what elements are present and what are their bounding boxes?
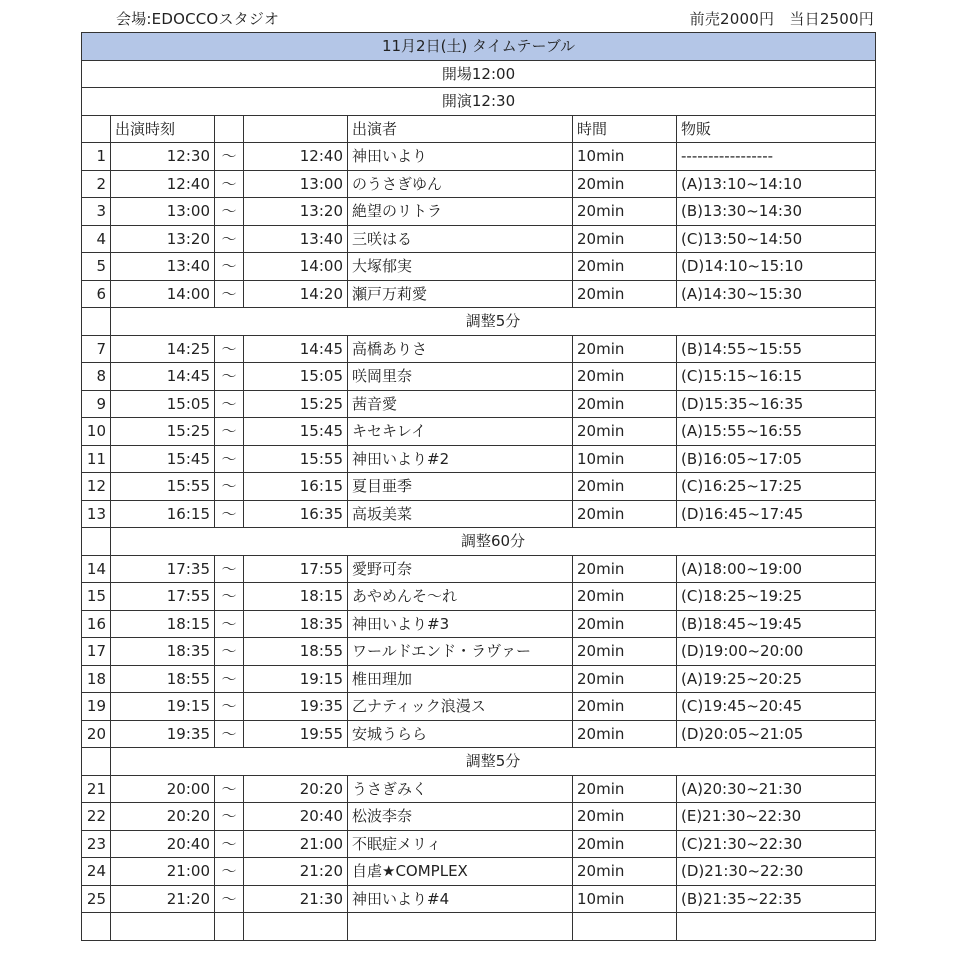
set-duration: 20min	[573, 418, 677, 446]
merch-time: (B)18:45~19:45	[677, 610, 876, 638]
merch-time: (D)15:35~16:35	[677, 390, 876, 418]
merch-time: (D)20:05~21:05	[677, 720, 876, 748]
performer-name: 神田いより#4	[348, 885, 573, 913]
break-label: 調整5分	[111, 748, 876, 776]
tilde-separator: 〜	[215, 500, 244, 528]
end-time: 19:15	[244, 665, 348, 693]
set-duration: 20min	[573, 198, 677, 226]
merch-time: (B)14:55~15:55	[677, 335, 876, 363]
set-duration: 20min	[573, 638, 677, 666]
performer-name: 高橋ありさ	[348, 335, 573, 363]
performer-name: うさぎみく	[348, 775, 573, 803]
performer-name: 松波李奈	[348, 803, 573, 831]
end-time: 13:40	[244, 225, 348, 253]
break-row	[82, 748, 876, 776]
show-start-row	[82, 88, 876, 116]
start-time: 15:45	[111, 445, 215, 473]
row-number: 12	[82, 473, 111, 501]
performer-name: 神田いより	[348, 143, 573, 171]
empty-cell	[111, 913, 215, 941]
start-time: 19:15	[111, 693, 215, 721]
start-time: 15:55	[111, 473, 215, 501]
start-time: 19:35	[111, 720, 215, 748]
merch-time: (C)13:50~14:50	[677, 225, 876, 253]
performer-name: 夏目亜季	[348, 473, 573, 501]
row-number: 1	[82, 143, 111, 171]
row-number: 21	[82, 775, 111, 803]
row-number: 18	[82, 665, 111, 693]
set-duration: 10min	[573, 143, 677, 171]
start-time: 13:40	[111, 253, 215, 281]
tilde-separator: 〜	[215, 638, 244, 666]
table-row	[82, 390, 876, 418]
merch-time: -----------------	[677, 143, 876, 171]
row-number: 14	[82, 555, 111, 583]
column-header-no	[82, 115, 111, 143]
table-row	[82, 610, 876, 638]
end-time: 21:00	[244, 830, 348, 858]
end-time: 16:35	[244, 500, 348, 528]
performer-name: 絶望のリトラ	[348, 198, 573, 226]
empty-cell	[573, 913, 677, 941]
performer-name: あやめんそ〜れ	[348, 583, 573, 611]
tilde-separator: 〜	[215, 583, 244, 611]
set-duration: 20min	[573, 555, 677, 583]
break-row	[82, 528, 876, 556]
performer-name: 三咲はる	[348, 225, 573, 253]
start-time: 14:25	[111, 335, 215, 363]
merch-time: (C)15:15~16:15	[677, 363, 876, 391]
break-row-blank	[82, 528, 111, 556]
table-row	[82, 555, 876, 583]
break-row-blank	[82, 308, 111, 336]
merch-time: (C)18:25~19:25	[677, 583, 876, 611]
tilde-separator: 〜	[215, 555, 244, 583]
row-number: 15	[82, 583, 111, 611]
ticket-price-label: 前売2000円 当日2500円	[689, 10, 874, 28]
start-time: 20:00	[111, 775, 215, 803]
start-time: 12:30	[111, 143, 215, 171]
start-time: 14:45	[111, 363, 215, 391]
performer-name: キセキレイ	[348, 418, 573, 446]
merch-time: (A)14:30~15:30	[677, 280, 876, 308]
end-time: 15:25	[244, 390, 348, 418]
tilde-separator: 〜	[215, 610, 244, 638]
table-row	[82, 583, 876, 611]
column-header-duration: 時間	[573, 115, 677, 143]
break-row	[82, 308, 876, 336]
table-row	[82, 720, 876, 748]
table-row	[82, 363, 876, 391]
set-duration: 10min	[573, 885, 677, 913]
table-row	[82, 225, 876, 253]
performer-name: 椎田理加	[348, 665, 573, 693]
table-row	[82, 280, 876, 308]
table-row	[82, 253, 876, 281]
table-row	[82, 858, 876, 886]
empty-row	[82, 913, 876, 941]
end-time: 14:00	[244, 253, 348, 281]
row-number: 24	[82, 858, 111, 886]
row-number: 7	[82, 335, 111, 363]
end-time: 19:55	[244, 720, 348, 748]
venue-label: 会場:EDOCCOスタジオ	[116, 10, 280, 28]
merch-time: (D)14:10~15:10	[677, 253, 876, 281]
tilde-separator: 〜	[215, 363, 244, 391]
tilde-separator: 〜	[215, 885, 244, 913]
table-row	[82, 418, 876, 446]
set-duration: 20min	[573, 335, 677, 363]
start-time: 21:00	[111, 858, 215, 886]
table-row	[82, 143, 876, 171]
start-time: 13:00	[111, 198, 215, 226]
end-time: 13:20	[244, 198, 348, 226]
start-time: 18:15	[111, 610, 215, 638]
set-duration: 20min	[573, 665, 677, 693]
column-header-merch: 物販	[677, 115, 876, 143]
performer-name: 咲岡里奈	[348, 363, 573, 391]
tilde-separator: 〜	[215, 390, 244, 418]
performer-name: 自虐★COMPLEX	[348, 858, 573, 886]
set-duration: 20min	[573, 775, 677, 803]
doors-row	[82, 60, 876, 88]
timetable	[81, 32, 876, 941]
row-number: 20	[82, 720, 111, 748]
merch-time: (C)19:45~20:45	[677, 693, 876, 721]
merch-time: (A)15:55~16:55	[677, 418, 876, 446]
merch-time: (B)21:35~22:35	[677, 885, 876, 913]
row-number: 11	[82, 445, 111, 473]
start-time: 20:40	[111, 830, 215, 858]
tilde-separator: 〜	[215, 253, 244, 281]
row-number: 23	[82, 830, 111, 858]
performer-name: 茜音愛	[348, 390, 573, 418]
set-duration: 20min	[573, 170, 677, 198]
merch-time: (B)13:30~14:30	[677, 198, 876, 226]
column-header-end	[244, 115, 348, 143]
end-time: 21:20	[244, 858, 348, 886]
set-duration: 20min	[573, 693, 677, 721]
performer-name: 高坂美菜	[348, 500, 573, 528]
set-duration: 10min	[573, 445, 677, 473]
break-label: 調整60分	[111, 528, 876, 556]
end-time: 16:15	[244, 473, 348, 501]
start-time: 13:20	[111, 225, 215, 253]
row-number: 16	[82, 610, 111, 638]
table-row	[82, 445, 876, 473]
row-number: 9	[82, 390, 111, 418]
set-duration: 20min	[573, 473, 677, 501]
end-time: 14:45	[244, 335, 348, 363]
merch-time: (A)20:30~21:30	[677, 775, 876, 803]
merch-time: (E)21:30~22:30	[677, 803, 876, 831]
merch-time: (C)21:30~22:30	[677, 830, 876, 858]
merch-time: (A)19:25~20:25	[677, 665, 876, 693]
end-time: 12:40	[244, 143, 348, 171]
set-duration: 20min	[573, 363, 677, 391]
start-time: 18:35	[111, 638, 215, 666]
performer-name: のうさぎゆん	[348, 170, 573, 198]
tilde-separator: 〜	[215, 665, 244, 693]
merch-time: (B)16:05~17:05	[677, 445, 876, 473]
row-number: 19	[82, 693, 111, 721]
tilde-separator: 〜	[215, 335, 244, 363]
table-row	[82, 885, 876, 913]
empty-cell	[82, 913, 111, 941]
timetable-title: 11月2日(土) タイムテーブル	[82, 33, 876, 61]
set-duration: 20min	[573, 225, 677, 253]
start-time: 17:35	[111, 555, 215, 583]
set-duration: 20min	[573, 803, 677, 831]
row-number: 3	[82, 198, 111, 226]
start-time: 15:05	[111, 390, 215, 418]
empty-cell	[677, 913, 876, 941]
table-row	[82, 335, 876, 363]
end-time: 18:55	[244, 638, 348, 666]
table-row	[82, 500, 876, 528]
end-time: 15:45	[244, 418, 348, 446]
row-number: 2	[82, 170, 111, 198]
start-time: 12:40	[111, 170, 215, 198]
performer-name: 不眠症メリィ	[348, 830, 573, 858]
column-header-time: 出演時刻	[111, 115, 215, 143]
end-time: 15:05	[244, 363, 348, 391]
column-header-tilde	[215, 115, 244, 143]
tilde-separator: 〜	[215, 693, 244, 721]
end-time: 18:35	[244, 610, 348, 638]
performer-name: 神田いより#3	[348, 610, 573, 638]
row-number: 4	[82, 225, 111, 253]
merch-time: (A)13:10~14:10	[677, 170, 876, 198]
row-number: 13	[82, 500, 111, 528]
set-duration: 20min	[573, 280, 677, 308]
performer-name: 安城うらら	[348, 720, 573, 748]
tilde-separator: 〜	[215, 143, 244, 171]
tilde-separator: 〜	[215, 473, 244, 501]
end-time: 14:20	[244, 280, 348, 308]
start-time: 16:15	[111, 500, 215, 528]
tilde-separator: 〜	[215, 445, 244, 473]
start-time: 14:00	[111, 280, 215, 308]
empty-cell	[244, 913, 348, 941]
row-number: 8	[82, 363, 111, 391]
set-duration: 20min	[573, 500, 677, 528]
merch-time: (D)19:00~20:00	[677, 638, 876, 666]
set-duration: 20min	[573, 390, 677, 418]
tilde-separator: 〜	[215, 198, 244, 226]
break-row-blank	[82, 748, 111, 776]
tilde-separator: 〜	[215, 418, 244, 446]
table-row	[82, 638, 876, 666]
tilde-separator: 〜	[215, 803, 244, 831]
end-time: 17:55	[244, 555, 348, 583]
table-row	[82, 775, 876, 803]
row-number: 17	[82, 638, 111, 666]
start-time: 17:55	[111, 583, 215, 611]
tilde-separator: 〜	[215, 830, 244, 858]
row-number: 5	[82, 253, 111, 281]
performer-name: 乙ナティック浪漫ス	[348, 693, 573, 721]
row-number: 25	[82, 885, 111, 913]
end-time: 18:15	[244, 583, 348, 611]
performer-name: ワールドエンド・ラヴァー	[348, 638, 573, 666]
set-duration: 20min	[573, 830, 677, 858]
end-time: 20:20	[244, 775, 348, 803]
table-row	[82, 473, 876, 501]
row-number: 6	[82, 280, 111, 308]
set-duration: 20min	[573, 610, 677, 638]
start-time: 21:20	[111, 885, 215, 913]
set-duration: 20min	[573, 253, 677, 281]
merch-time: (C)16:25~17:25	[677, 473, 876, 501]
row-number: 22	[82, 803, 111, 831]
tilde-separator: 〜	[215, 225, 244, 253]
empty-cell	[215, 913, 244, 941]
table-row	[82, 198, 876, 226]
tilde-separator: 〜	[215, 170, 244, 198]
merch-time: (A)18:00~19:00	[677, 555, 876, 583]
column-header-performer: 出演者	[348, 115, 573, 143]
start-time: 15:25	[111, 418, 215, 446]
timetable-title-row	[82, 33, 876, 61]
table-row	[82, 170, 876, 198]
table-row	[82, 665, 876, 693]
set-duration: 20min	[573, 720, 677, 748]
break-label: 調整5分	[111, 308, 876, 336]
tilde-separator: 〜	[215, 280, 244, 308]
table-row	[82, 803, 876, 831]
performer-name: 神田いより#2	[348, 445, 573, 473]
tilde-separator: 〜	[215, 858, 244, 886]
start-time: 20:20	[111, 803, 215, 831]
row-number: 10	[82, 418, 111, 446]
performer-name: 瀬戸万莉愛	[348, 280, 573, 308]
end-time: 21:30	[244, 885, 348, 913]
tilde-separator: 〜	[215, 720, 244, 748]
empty-cell	[348, 913, 573, 941]
end-time: 15:55	[244, 445, 348, 473]
show-start-time: 開演12:30	[82, 88, 876, 116]
set-duration: 20min	[573, 858, 677, 886]
doors-time: 開場12:00	[82, 60, 876, 88]
performer-name: 愛野可奈	[348, 555, 573, 583]
table-row	[82, 693, 876, 721]
tilde-separator: 〜	[215, 775, 244, 803]
merch-time: (D)21:30~22:30	[677, 858, 876, 886]
merch-time: (D)16:45~17:45	[677, 500, 876, 528]
column-header-row	[82, 115, 876, 143]
set-duration: 20min	[573, 583, 677, 611]
end-time: 13:00	[244, 170, 348, 198]
end-time: 19:35	[244, 693, 348, 721]
performer-name: 大塚郁実	[348, 253, 573, 281]
table-row	[82, 830, 876, 858]
end-time: 20:40	[244, 803, 348, 831]
start-time: 18:55	[111, 665, 215, 693]
